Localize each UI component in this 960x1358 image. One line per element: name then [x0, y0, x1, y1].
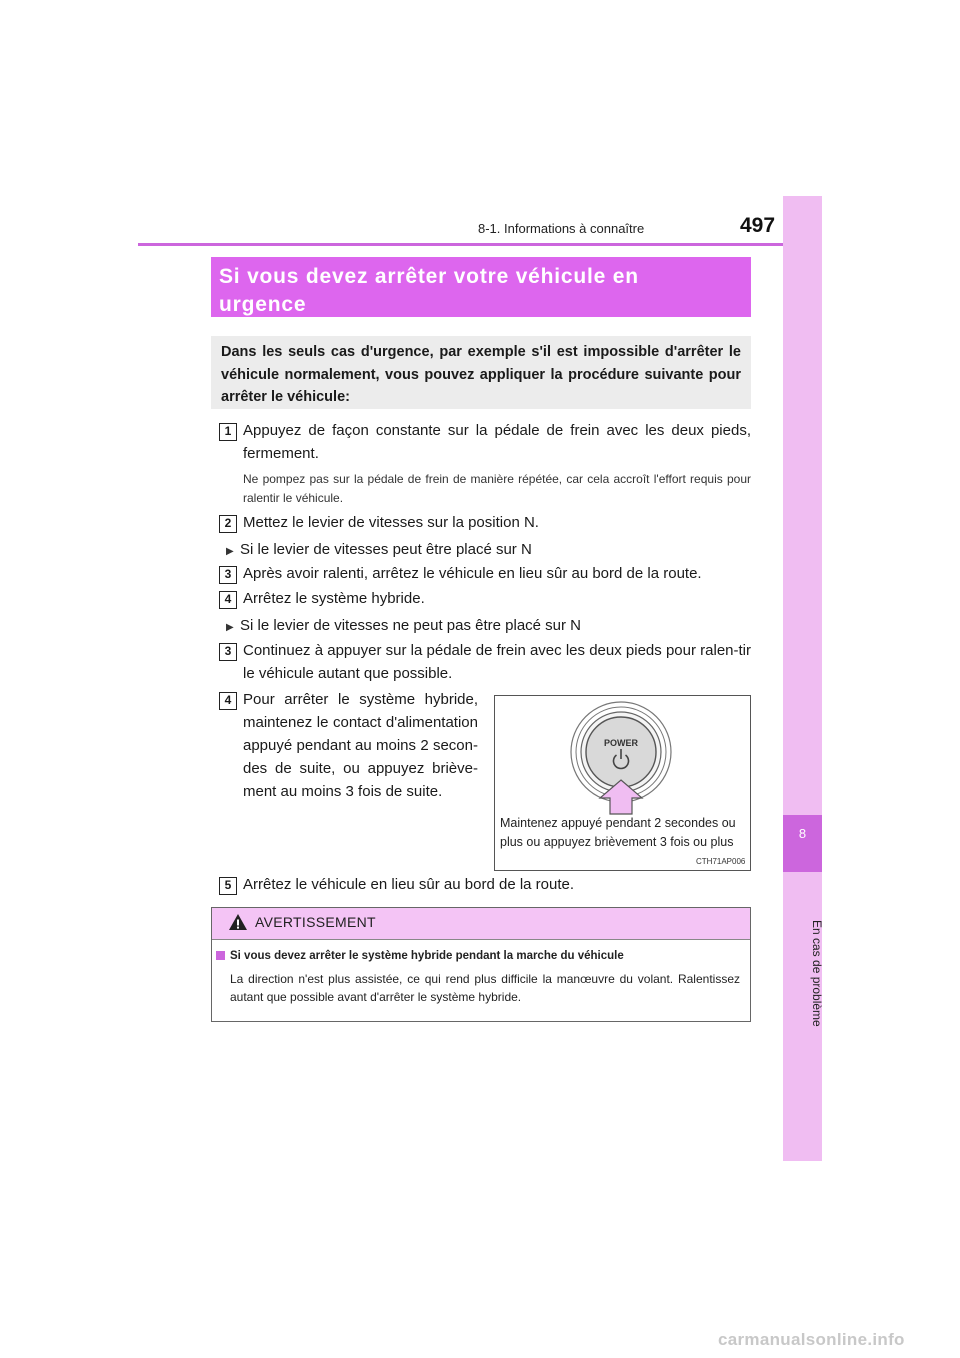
condition-bullet-b — [226, 614, 581, 639]
step-number-4a: 4 — [219, 591, 237, 609]
header-rule — [138, 243, 783, 246]
step-1-text: Appuyez de façon constante sur la pédale de frein avec les deux pieds, fermement. — [243, 422, 751, 462]
section-title-line2: urgence — [219, 293, 307, 316]
figure-code: CTH71AP006 — [696, 857, 746, 866]
step-2-text: Mettez le levier de vitesses sur la position N. — [243, 514, 539, 531]
condition-b-text: Si le levier de vitesses ne peut pas être placé sur N — [240, 617, 582, 634]
warning-body: La direction n'est plus assistée, ce qui rend plus difficile la manœuvre du volant. Ralentissez autant que possible avant d'arrêter le système hybride. — [230, 972, 740, 1004]
step-3b-text: Continuez à appuyer sur la pédale de frein avec les deux pieds pour ralen-tir le véhicule autant que possible. — [243, 642, 751, 682]
step-4a-text: Arrêtez le système hybride. — [243, 590, 425, 607]
condition-a-text: Si le levier de vitesses peut être placé sur N — [240, 541, 532, 558]
triangle-bullet-icon: ▶ — [226, 622, 234, 633]
square-bullet-icon — [216, 951, 225, 960]
step-number-3a: 3 — [219, 566, 237, 584]
step-3a-text: Après avoir ralenti, arrêtez le véhicule en lieu sûr au bord de la route. — [243, 565, 702, 582]
power-button-label: POWER — [603, 738, 639, 748]
triangle-bullet-icon: ▶ — [226, 546, 234, 557]
warning-item-title-text: Si vous devez arrêter le système hybride pendant la marche du véhicule — [230, 950, 624, 962]
step-number-4b: 4 — [219, 692, 237, 710]
step-5-text: Arrêtez le véhicule en lieu sûr au bord de la route. — [243, 876, 575, 893]
warning-item-title — [216, 950, 624, 962]
chapter-label: En cas de problème — [810, 920, 824, 1027]
warning-triangle-icon — [228, 912, 248, 932]
step-number-5: 5 — [219, 877, 237, 895]
step-4b-text: Pour arrêter le système hybride, maintenez le contact d'alimentation appuyé pendant au moins 2 secon-des de suite, ou appuyez briève-ment au moins 3 fois de suite. — [243, 691, 478, 800]
intro-box: Dans les seuls cas d'urgence, par exemple s'il est impossible d'arrêter le véhicule normalement, vous pouvez appliquer la procédure suivante pour arrêter le véhicule: — [211, 336, 751, 409]
chapter-number: 8 — [798, 826, 807, 841]
figure-caption: Maintenez appuyé pendant 2 secondes ou plus ou appuyez brièvement 3 fois ou plus — [500, 816, 736, 849]
section-title-banner — [211, 257, 751, 317]
section-title-line1: Si vous devez arrêter votre véhicule en — [219, 265, 639, 288]
page-number: 497 — [740, 214, 776, 237]
step-number-1: 1 — [219, 423, 237, 441]
watermark: carmanualsonline.info — [718, 1330, 905, 1349]
warning-title: AVERTISSEMENT — [255, 914, 376, 930]
step-number-3b: 3 — [219, 643, 237, 661]
condition-bullet-a — [226, 538, 532, 563]
step-1-note: Ne pompez pas sur la pédale de frein de manière répétée, car cela accroît l'effort requis pour ralentir le véhicule. — [243, 472, 751, 505]
step-number-2: 2 — [219, 515, 237, 533]
header-section-title: 8-1. Informations à connaître — [478, 221, 645, 236]
chapter-tab-marker — [783, 815, 822, 872]
